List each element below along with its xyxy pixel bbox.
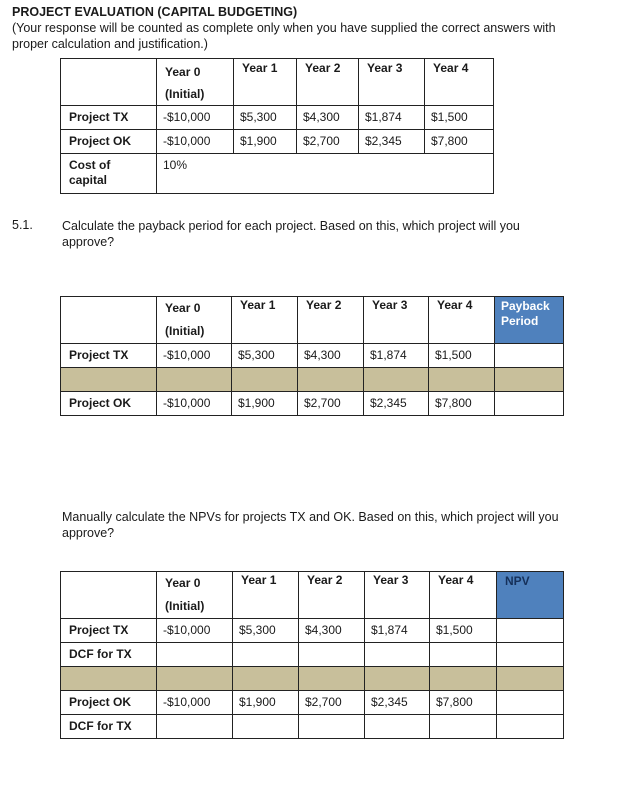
value-cell: $4,300	[299, 619, 365, 643]
header-year0-label: Year 0	[165, 65, 201, 79]
table-row	[61, 715, 564, 739]
value-cell: $2,700	[299, 691, 365, 715]
table-row	[61, 643, 564, 667]
value-cell: $4,300	[298, 344, 364, 368]
payback-period-header: Payback Period	[495, 297, 564, 344]
value-cell: -$10,000	[157, 344, 232, 368]
dcf-input-cell[interactable]	[233, 715, 299, 739]
row-label: Project OK	[61, 691, 157, 715]
dcf-input-cell[interactable]	[233, 643, 299, 667]
table-row	[61, 130, 494, 154]
page-subtitle: (Your response will be counted as complete only when you have supplied the correct answers with proper calculation and justification.)	[12, 21, 556, 51]
header-initial-label: (Initial)	[165, 87, 205, 101]
table-row	[61, 619, 564, 643]
npv-answer-cell[interactable]	[497, 691, 564, 715]
header-year0	[157, 59, 234, 106]
value-cell: -$10,000	[157, 619, 233, 643]
dcf-input-cell[interactable]	[497, 715, 564, 739]
dcf-input-cell[interactable]	[299, 715, 365, 739]
header-year4: Year 4	[425, 59, 494, 106]
header-year1: Year 1	[233, 572, 299, 619]
header-year4: Year 4	[430, 572, 497, 619]
value-cell: $2,700	[298, 392, 364, 416]
header-year3: Year 3	[364, 297, 429, 344]
separator-row	[61, 368, 564, 392]
header-year1: Year 1	[232, 297, 298, 344]
dcf-input-cell[interactable]	[430, 715, 497, 739]
page-title: PROJECT EVALUATION (CAPITAL BUDGETING)	[12, 5, 298, 19]
header-year0-label: Year 0	[165, 576, 201, 590]
table-row	[61, 392, 564, 416]
dcf-input-cell[interactable]	[430, 643, 497, 667]
header-year2: Year 2	[297, 59, 359, 106]
value-cell: $1,900	[234, 130, 297, 154]
dcf-input-cell[interactable]	[299, 643, 365, 667]
header-year0-label: Year 0	[165, 301, 201, 315]
dcf-input-cell[interactable]	[157, 715, 233, 739]
table-header-row	[61, 572, 564, 619]
cash-flow-table	[60, 58, 494, 194]
value-cell: $1,874	[365, 619, 430, 643]
value-cell: $1,500	[429, 344, 495, 368]
dcf-input-cell[interactable]	[157, 643, 233, 667]
row-label: Project TX	[61, 106, 157, 130]
table-header-row	[61, 59, 494, 106]
dcf-input-cell[interactable]	[365, 715, 430, 739]
value-cell: $5,300	[233, 619, 299, 643]
question-number: 5.1.	[12, 218, 33, 232]
payback-answer-cell[interactable]	[495, 392, 564, 416]
header-year0	[157, 297, 232, 344]
value-cell: $7,800	[425, 130, 494, 154]
dcf-input-cell[interactable]	[497, 643, 564, 667]
header-initial-label: (Initial)	[165, 599, 205, 613]
value-cell: $2,345	[364, 392, 429, 416]
value-cell: $1,874	[359, 106, 425, 130]
value-cell: $5,300	[234, 106, 297, 130]
header-empty-cell	[61, 59, 157, 106]
value-cell: $1,900	[232, 392, 298, 416]
row-label: DCF for TX	[61, 715, 157, 739]
value-cell: 10%	[157, 154, 494, 194]
header-year0	[157, 572, 233, 619]
header-year4: Year 4	[429, 297, 495, 344]
table-row	[61, 154, 494, 194]
value-cell: -$10,000	[157, 691, 233, 715]
dcf-input-cell[interactable]	[365, 643, 430, 667]
value-cell: $4,300	[297, 106, 359, 130]
value-cell: $2,345	[365, 691, 430, 715]
npv-table	[60, 571, 564, 739]
row-label: Project OK	[61, 130, 157, 154]
npv-answer-cell[interactable]	[497, 619, 564, 643]
row-label: Project TX	[61, 344, 157, 368]
value-cell: $2,345	[359, 130, 425, 154]
question-text: Manually calculate the NPVs for projects TX and OK. Based on this, which project will you approve?	[62, 510, 559, 540]
header-year2: Year 2	[299, 572, 365, 619]
value-cell: -$10,000	[157, 106, 234, 130]
header-year2: Year 2	[298, 297, 364, 344]
row-label: Cost of capital	[61, 154, 157, 194]
value-cell: $2,700	[297, 130, 359, 154]
question-text: Calculate the payback period for each project. Based on this, which project will you approve?	[62, 219, 520, 249]
row-label: DCF for TX	[61, 643, 157, 667]
row-label: Project OK	[61, 392, 157, 416]
payback-table	[60, 296, 564, 416]
payback-answer-cell[interactable]	[495, 344, 564, 368]
value-cell: $7,800	[429, 392, 495, 416]
table-row	[61, 344, 564, 368]
row-label: Project TX	[61, 619, 157, 643]
value-cell: -$10,000	[157, 392, 232, 416]
table-row	[61, 691, 564, 715]
value-cell: -$10,000	[157, 130, 234, 154]
table-header-row	[61, 297, 564, 344]
header-year3: Year 3	[365, 572, 430, 619]
header-initial-label: (Initial)	[165, 324, 205, 338]
header-year3: Year 3	[359, 59, 425, 106]
value-cell: $5,300	[232, 344, 298, 368]
separator-row	[61, 667, 564, 691]
header-year1: Year 1	[234, 59, 297, 106]
value-cell: $1,874	[364, 344, 429, 368]
header-empty-cell	[61, 572, 157, 619]
npv-header: NPV	[497, 572, 564, 619]
value-cell: $1,900	[233, 691, 299, 715]
value-cell: $7,800	[430, 691, 497, 715]
value-cell: $1,500	[425, 106, 494, 130]
table-row	[61, 106, 494, 130]
header-empty-cell	[61, 297, 157, 344]
value-cell: $1,500	[430, 619, 497, 643]
